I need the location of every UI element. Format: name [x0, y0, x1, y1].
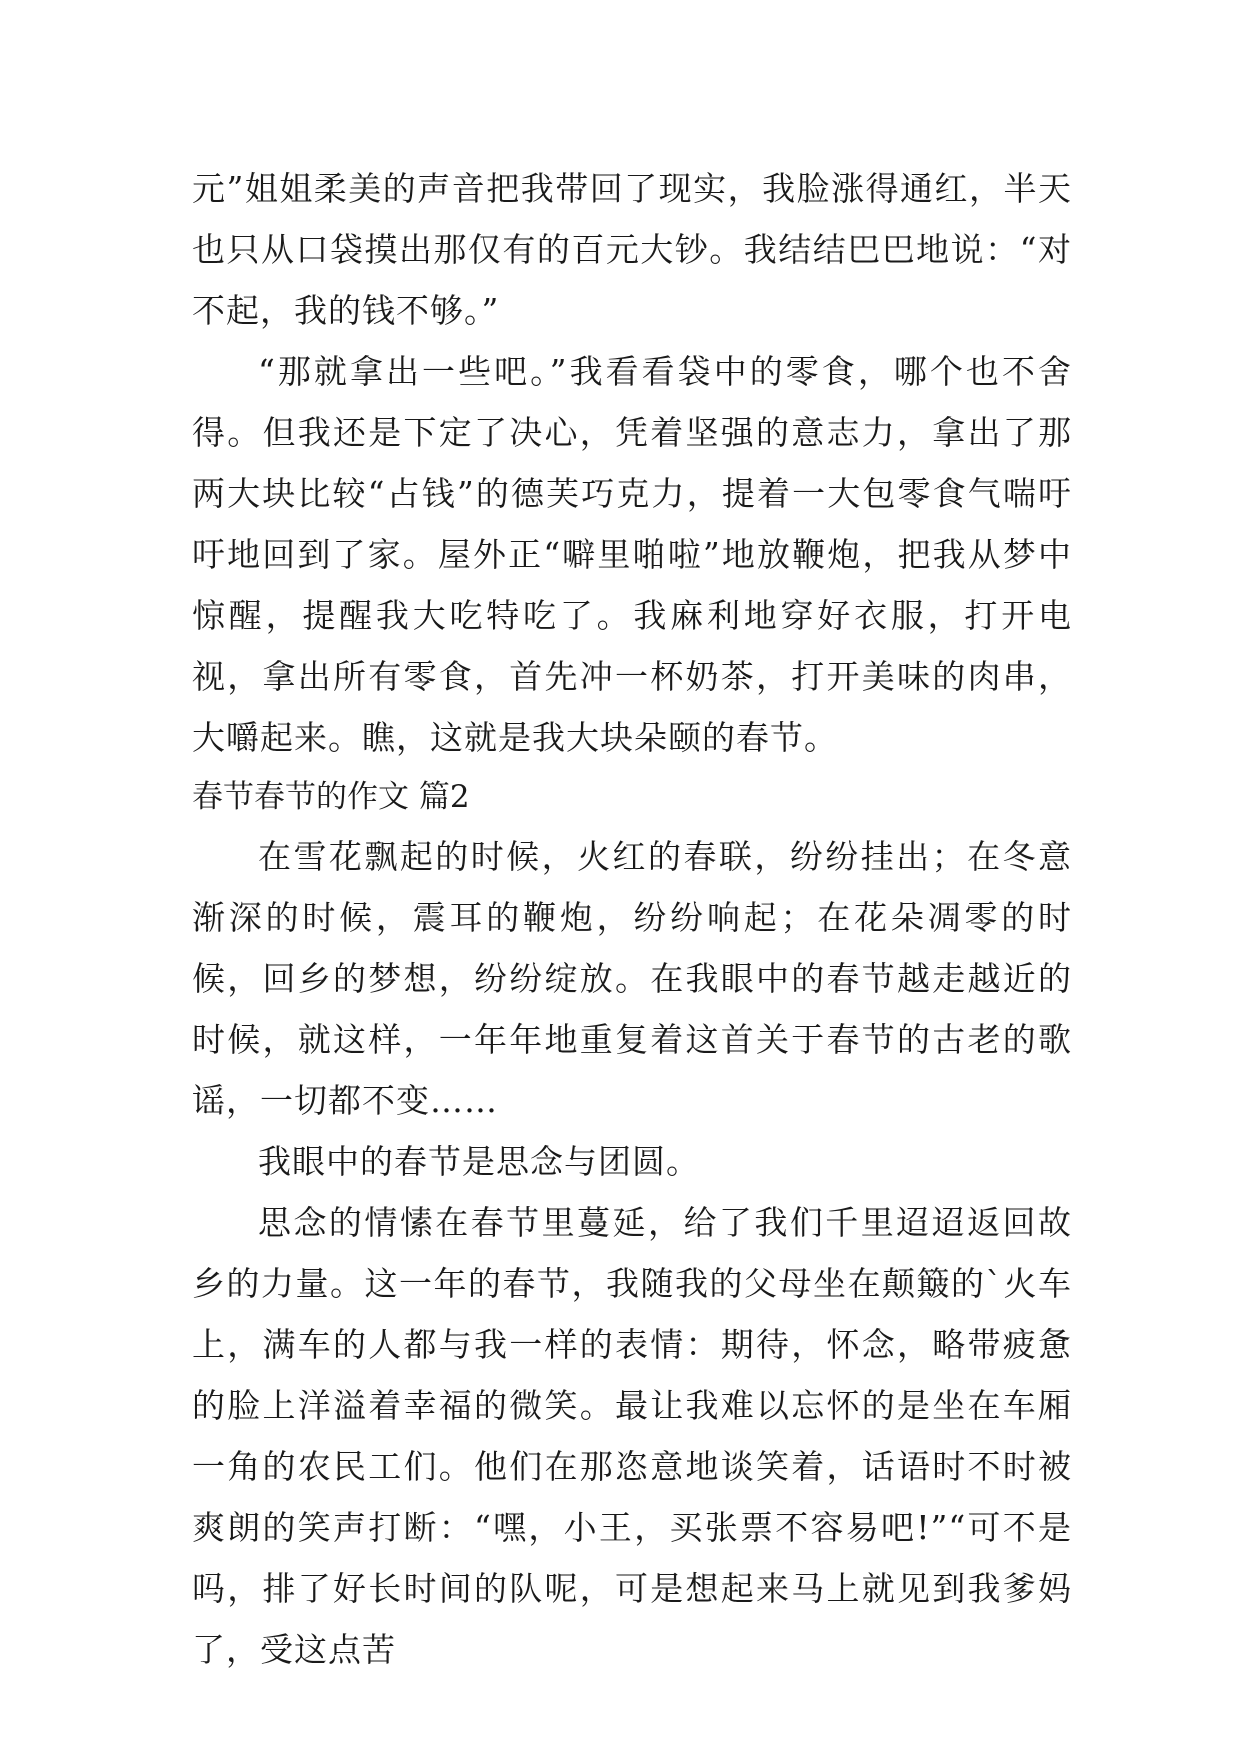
document-body [192, 158, 1072, 1680]
paragraph: “那就拿出一些吧。”我看看袋中的零食，哪个也不舍得。但我还是下定了决心，凭着坚强的意志力，拿出了那两大块比较“占钱”的德芙巧克力，提着一大包零食气喘吁吁地回到了家。屋外正“噼里啪啦”地放鞭炮，把我从梦中惊醒，提醒我大吃特吃了。我麻利地穿好衣服，打开电视，拿出所有零食，首先冲一杯奶茶，打开美味的肉串，大嚼起来。瞧，这就是我大块朵颐的春节。 [192, 352, 1072, 757]
paragraph: 在雪花飘起的时候，火红的春联，纷纷挂出；在冬意渐深的时候，震耳的鞭炮，纷纷响起；在花朵凋零的时候，回乡的梦想，纷纷绽放。在我眼中的春节越走越近的时候，就这样，一年年地重复着这首关于春节的古老的歌谣，一切都不变…… [192, 837, 1072, 1120]
paragraph-continuation: 元”姐姐柔美的声音把我带回了现实，我脸涨得通红，半天也只从口袋摸出那仅有的百元大钞。我结结巴巴地说：“对不起，我的钱不够。” [192, 169, 1072, 330]
section-heading: 春节春节的作文 篇2 [192, 779, 470, 815]
paragraph: 思念的情愫在春节里蔓延，给了我们千里迢迢返回故乡的力量。这一年的春节，我随我的父母坐在颠簸的`火车上，满车的人都与我一样的表情：期待，怀念，略带疲惫的脸上洋溢着幸福的微笑。最让我难以忘怀的是坐在车厢一角的农民工们。他们在那恣意地谈笑着，话语时不时被爽朗的笑声打断：“嘿，小王，买张票不容易吧!”“可不是吗，排了好长时间的队呢，可是想起来马上就见到我爹妈了，受这点苦 [192, 1203, 1072, 1669]
paragraph: 我眼中的春节是思念与团圆。 [258, 1142, 700, 1181]
